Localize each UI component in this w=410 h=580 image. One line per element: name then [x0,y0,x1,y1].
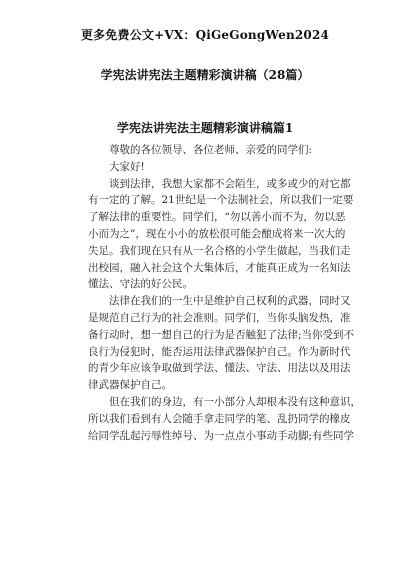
document-title: 学宪法讲宪法主题精彩演讲稿（28篇） [100,68,310,82]
body-line: 大家好! [109,160,145,173]
body-line: 备行动时，想一想自己的行为是否触犯了法律;当你受到不 [88,328,355,341]
promo-header: 更多免费公文+VX：QiGeGongWen2024 [80,28,330,42]
body-line: 懂法、守法的好公民。 [88,278,193,291]
body-line: 良行为侵犯时，能否运用法律武器保护自己。作为新时代 [88,345,351,358]
body-line: 了解法律的重要性。同学们，“勿以善小而不为，勿以恶 [88,211,346,224]
body-line: 的青少年应该争取做到学法、懂法、守法、用法以及用法 [88,362,351,375]
body-line: 是规范自己行为的社会准则。同学们，当你头脑发热，准 [88,311,351,324]
body-line: 出校园，融入社会这个大集体后，才能真正成为一名知法 [88,261,351,274]
body-line: 法律在我们的一生中是维护自己权利的武器，同时又 [109,295,351,308]
body-line: 有一定的了解。21世纪是一个法制社会，所以我们一定要 [88,194,354,207]
body-line: 所以我们看到有人会随手拿走同学的笔、乱扔同学的橡皮 [88,412,351,425]
body-line: 给同学乱起污辱性绰号、为一点点小事动手动脚;有些同学 [88,429,355,442]
body-line: 谈到法律，我想大家都不会陌生，或多或少的对它都 [109,177,351,190]
body-line: 律武器保护自己。 [88,379,172,392]
document-body [88,142,361,444]
body-line: 失足。我们现在只有从一名合格的小学生做起，当我们走 [88,244,351,257]
body-line: 小而为之”，现在小小的放松很可能会酿成将来一次大的 [88,227,346,240]
body-line: 尊敬的各位领导、各位老师、亲爱的同学们: [109,144,313,156]
body-line: 但在我们的身边，有一小部分人却根本没有这种意识， [109,395,361,408]
section-title: 学宪法讲宪法主题精彩演讲稿篇1 [116,121,294,135]
